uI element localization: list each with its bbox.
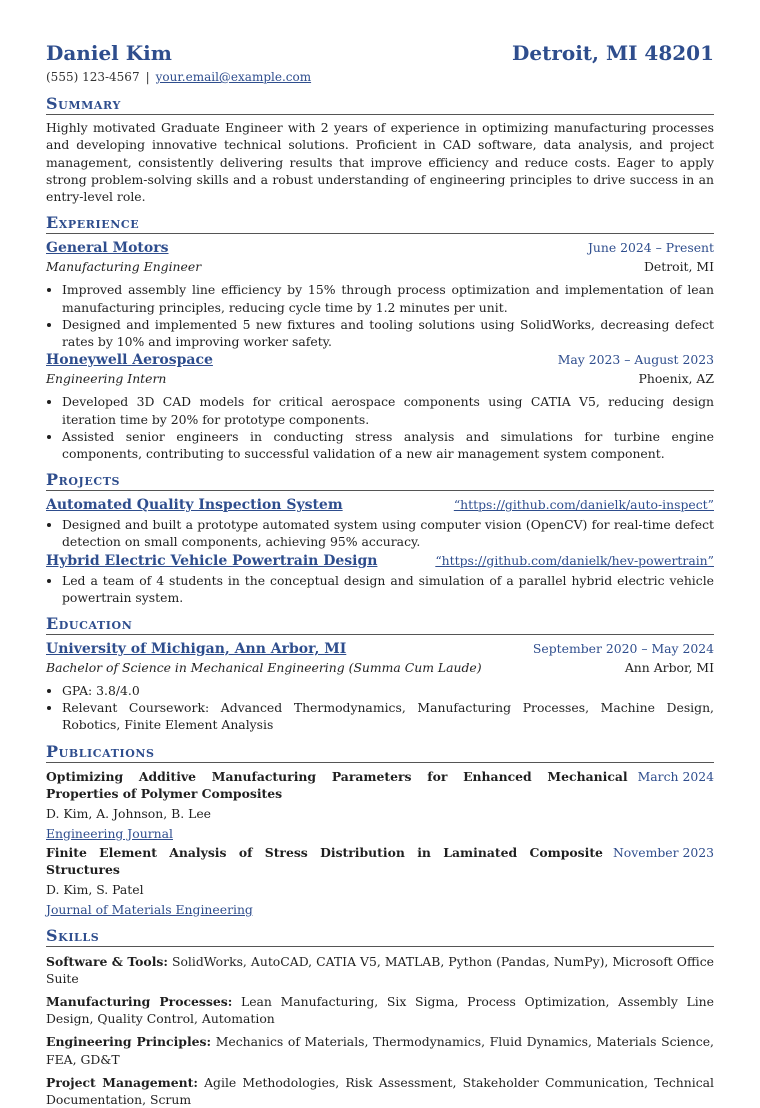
skill-line (46, 1074, 714, 1108)
skill-label: Manufacturing Processes: (46, 993, 233, 1009)
list-item: • Led a team of 4 students in the conceptual design and simulation of a parallel hybrid electric vehicle powertrain system. (62, 572, 714, 606)
email-link[interactable]: your.email@example.com (155, 70, 312, 84)
contact-line (46, 69, 714, 86)
list-item: • Designed and implemented 5 new fixtures and tooling solutions using SolidWorks, decreasing defect rates by 10% and improving worker safety. (62, 316, 714, 350)
skill-line (46, 1033, 714, 1067)
skill-line (46, 953, 714, 987)
project-title[interactable]: Automated Quality Inspection System (46, 497, 343, 514)
list-item: • Assisted senior engineers in conducting stress analysis and simulations for turbine engine components, contributing to successful validation of a new air management system component. (62, 428, 714, 462)
experience-entry (46, 351, 714, 462)
project-bullets (46, 516, 714, 550)
skill-value: SolidWorks, AutoCAD, CATIA V5, MATLAB, Python (Pandas, NumPy), Microsoft Office Suite (46, 953, 714, 986)
education-entry (46, 640, 714, 734)
publication-title: Optimizing Additive Manufacturing Parameters for Enhanced Mechanical Properties of Polymer Composites (46, 768, 628, 801)
skill-value: Agile Methodologies, Risk Assessment, Stakeholder Communication, Technical Documentation, Scrum (46, 1074, 714, 1107)
section-title-education: Education (46, 614, 714, 635)
job-role: Manufacturing Engineer (46, 259, 202, 275)
summary-text: Highly motivated Graduate Engineer with 2 years of experience in optimizing manufacturing processes and developing innovative technical solutions. Proficient in CAD software, data analysis, and project management, consistently delivering results that improve efficiency and reduce costs. Eager to apply strong problem-solving skills and a robust understanding of engineering principles to drive success in an entry-level role. (46, 120, 714, 205)
project-link[interactable]: “https://github.com/danielk/hev-powertrain” (435, 552, 714, 568)
project-link[interactable]: “https://github.com/danielk/auto-inspect” (453, 497, 714, 513)
skill-label: Engineering Principles: (46, 1034, 212, 1050)
skill-label: Software & Tools: (46, 953, 168, 969)
job-bullets (46, 393, 714, 462)
skill-value: Mechanics of Materials, Thermodynamics, Fluid Dynamics, Materials Science, FEA, GD&T (46, 1034, 714, 1067)
section-title-publications: Publications (46, 742, 714, 763)
list-item: • Designed and built a prototype automated system using computer vision (OpenCV) for real-time defect detection on small components, achieving 95% accuracy. (62, 516, 714, 550)
job-role: Engineering Intern (46, 371, 167, 387)
project-entry (46, 552, 714, 606)
school-location: Ann Arbor, MI (624, 659, 714, 675)
list-item: • Developed 3D CAD models for critical aerospace components using CATIA V5, reducing design iteration time by 20% for prototype components. (62, 393, 714, 427)
job-bullets (46, 281, 714, 350)
publication-date: March 2024 (637, 768, 714, 784)
job-dates: June 2024 – Present (587, 240, 714, 256)
project-bullets (46, 572, 714, 606)
company-link[interactable]: General Motors (46, 240, 169, 257)
experience-entry (46, 239, 714, 350)
degree: Bachelor of Science in Mechanical Engineering (Summa Cum Laude) (46, 659, 482, 675)
job-location: Phoenix, AZ (638, 371, 714, 387)
company-link[interactable]: Honeywell Aerospace (46, 352, 213, 369)
section-title-summary: Summary (46, 94, 714, 115)
publication-date: November 2023 (612, 844, 714, 860)
project-title[interactable]: Hybrid Electric Vehicle Powertrain Design (46, 552, 378, 569)
school-link[interactable]: University of Michigan, Ann Arbor, MI (46, 640, 347, 657)
job-location: Detroit, MI (643, 259, 714, 275)
section-title-experience: Experience (46, 213, 714, 234)
education-bullets (46, 682, 714, 734)
list-item: • Relevant Coursework: Advanced Thermodynamics, Manufacturing Processes, Machine Design, Robotics, Finite Element Analysis (62, 699, 714, 733)
resume-header (46, 40, 714, 66)
skill-line (46, 993, 714, 1027)
skill-value: Lean Manufacturing, Six Sigma, Process Optimization, Assembly Line Design, Quality Control, Automation (46, 993, 714, 1027)
phone-number: (555) 123-4567 (46, 70, 140, 84)
education-dates: September 2020 – May 2024 (532, 640, 714, 656)
list-item: • Improved assembly line efficiency by 15% through process optimization and implementation of lean manufacturing principles, reducing cycle time by 1.2 minutes per unit. (62, 281, 714, 315)
publication-authors: D. Kim, A. Johnson, B. Lee (46, 805, 211, 821)
contact-separator: | (145, 70, 150, 84)
section-title-skills: Skills (46, 926, 714, 947)
resume-page (46, 0, 714, 1108)
publication-entry (46, 844, 714, 918)
publication-journal-link[interactable]: Engineering Journal (46, 825, 173, 841)
project-entry (46, 496, 714, 550)
skill-label: Project Management: (46, 1074, 198, 1090)
candidate-name: Daniel Kim (46, 41, 172, 65)
list-item: • GPA: 3.8/4.0 (62, 682, 714, 699)
publication-entry (46, 768, 714, 842)
job-dates: May 2023 – August 2023 (557, 352, 714, 368)
publication-authors: D. Kim, S. Patel (46, 881, 144, 897)
candidate-location: Detroit, MI 48201 (512, 41, 714, 65)
publication-journal-link[interactable]: Journal of Materials Engineering (46, 901, 253, 917)
section-title-projects: Projects (46, 470, 714, 491)
publication-title: Finite Element Analysis of Stress Distribution in Laminated Composite Structures (46, 844, 603, 877)
